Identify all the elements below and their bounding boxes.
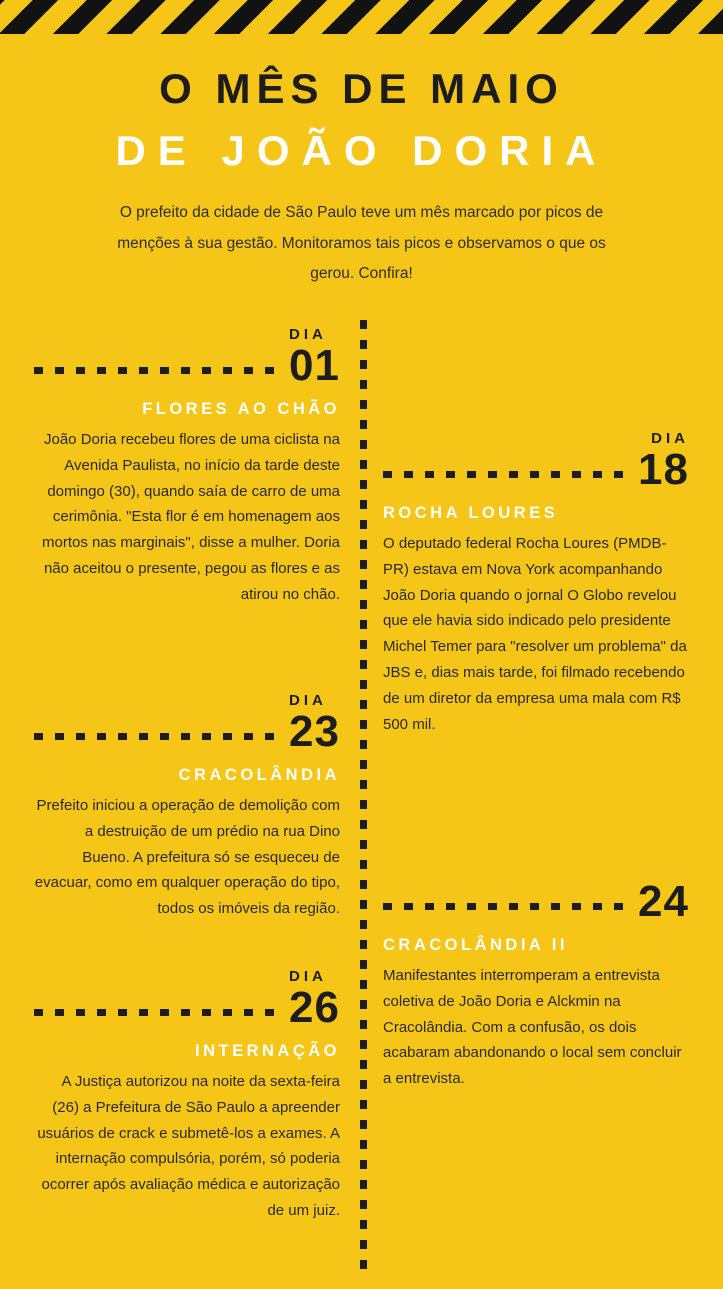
entry-title: CRACOLÂNDIA II [383,936,568,954]
day-label: DIA [289,326,327,343]
day-label: DIA [651,430,689,447]
dotted-connector [383,471,624,478]
entry-title: ROCHA LOURES [383,504,559,522]
timeline-entry-day-01 [34,326,340,608]
day-label: DIA [289,968,327,985]
timeline-entry-day-26 [34,968,340,1224]
entry-body: O deputado federal Rocha Loures (PMDB-PR) estava em Nova York acompanhando João Doria quando o jornal O Globo revelou que ele havia sido indicado pelo presidente Michel Temer para "resolver um problema" da JBS e, dias mais tarde, foi filmado recebendo de um diretor da empresa uma mala com R$ 500 mil. [383,535,687,733]
day-label: DIA [289,692,327,709]
timeline-entry-day-18 [383,430,689,737]
dotted-connector [34,733,275,740]
day-number: 26 [289,983,340,1032]
day-number: 23 [289,707,340,756]
day-marker [34,326,340,388]
day-number: 01 [289,341,340,390]
page-subtitle: O prefeito da cidade de São Paulo teve um mês marcado por picos de menções à sua gestão. Monitoramos tais picos e observamos o que os gerou. Confira! [117,204,606,282]
entry-body: Manifestantes interromperam a entrevista coletiva de João Doria e Alckmin na Cracolândia. Com a confusão, os dois acabaram abandonando o local sem concluir a entrevista. [383,967,682,1088]
day-block [289,693,340,754]
day-block [638,431,689,492]
page-title-line-2: DE JOÃO DORIA [115,127,608,175]
entry-body: A Justiça autorizou na noite da sexta-feira (26) a Prefeitura de São Paulo a apreender usuários de crack e submetê-los a exames. A internação compulsória, porém, só poderia ocorrer após avaliação médica e autorização de um juiz. [37,1073,340,1219]
day-number: 24 [638,877,689,926]
day-marker [34,692,340,754]
day-block [289,327,340,388]
timeline-entry-day-24 [383,862,689,1092]
entry-body: Prefeito iniciou a operação de demolição com a destruição de um prédio na rua Dino Bueno. A prefeitura só se esqueceu de evacuar, como em qualquer operação do tipo, todos os imóveis da região. [34,797,340,918]
entry-title: CRACOLÂNDIA [178,766,340,784]
timeline-entry-day-23 [34,692,340,922]
timeline-spine [360,320,367,1280]
dotted-connector [383,903,624,910]
hazard-stripe-banner [0,0,723,34]
day-block [289,969,340,1030]
day-marker [383,430,689,492]
infographic-header [0,34,723,289]
day-block [638,878,689,924]
entry-title: FLORES AO CHÃO [142,400,340,418]
entry-title: INTERNAÇÃO [195,1042,340,1060]
entry-body: João Doria recebeu flores de uma ciclista na Avenida Paulista, no início da tarde deste domingo (30), quando saía de carro de uma cerimônia. "Esta flor é em homenagem aos mortos nas marginais", disse a mulher. Doria não aceitou o presente, pegou as flores e as atirou no chão. [42,431,340,603]
day-marker [34,968,340,1030]
dotted-connector [34,367,275,374]
day-number: 18 [638,445,689,494]
dotted-connector [34,1009,275,1016]
day-marker [383,862,689,924]
page-title-line-1: O MÊS DE MAIO [159,65,564,112]
